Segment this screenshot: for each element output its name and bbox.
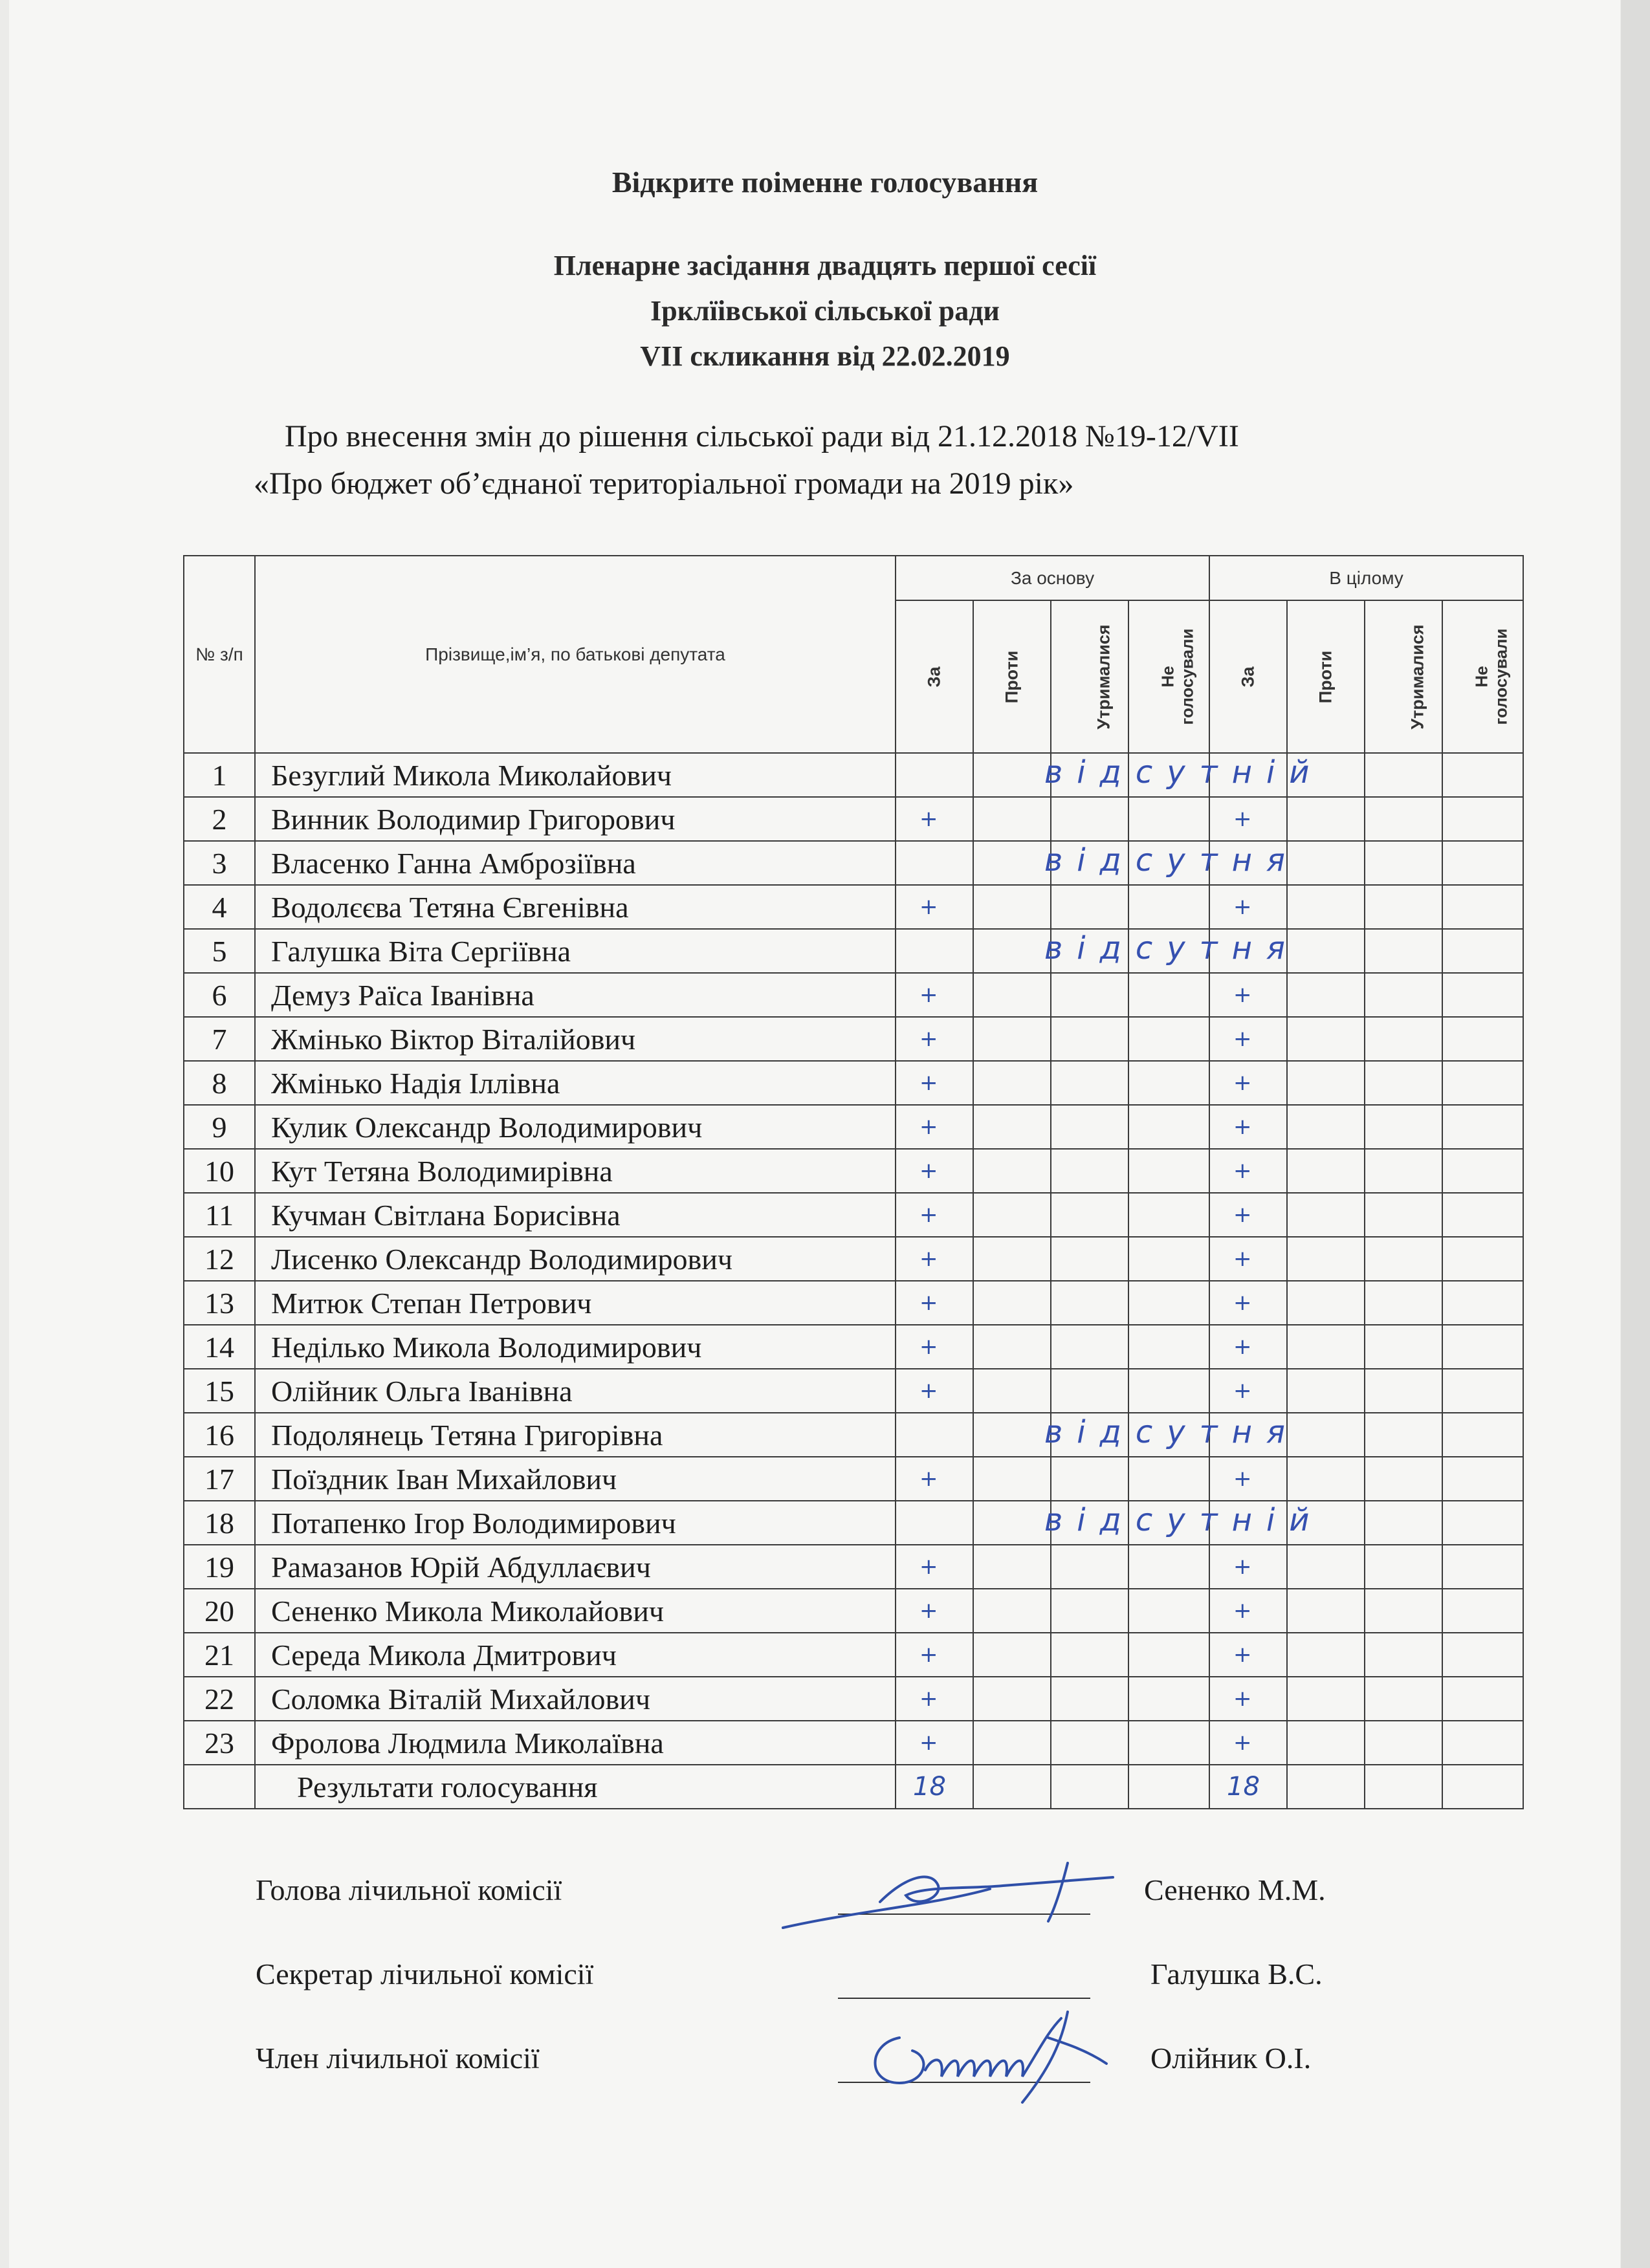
chair-name: Сененко М.М. (1144, 1873, 1326, 1906)
whole-abstained-cell (1365, 1545, 1442, 1589)
whole-not-voted-cell (1442, 1281, 1523, 1325)
whole-against-cell (1287, 885, 1365, 929)
absent-note: відсутня (1044, 842, 1299, 878)
deputy-name: Сененко Микола Миколайович (255, 1589, 896, 1633)
whole-for-mark: + (1209, 1369, 1287, 1413)
basis-not-voted-cell (1128, 1457, 1209, 1501)
whole-abstained-cell (1365, 1149, 1442, 1193)
basis-not-voted-cell (1128, 1193, 1209, 1237)
basis-abstained-header: Утрималися (1051, 600, 1128, 753)
deputy-name: Водолєєва Тетяна Євгенівна (255, 885, 896, 929)
whole-not-voted-cell (1442, 1545, 1523, 1589)
basis-against-cell (973, 841, 1051, 885)
table-row (184, 1589, 1523, 1633)
basis-for-mark: + (896, 1017, 973, 1061)
whole-not-voted-cell (1442, 1501, 1523, 1545)
deputy-name: Середа Микола Дмитрович (255, 1633, 896, 1677)
row-number: 16 (184, 1413, 255, 1457)
session-line-3: VII скликання від 22.02.2019 (640, 340, 1010, 372)
whole-for-mark: + (1209, 1237, 1287, 1281)
basis-abstained-cell (1051, 1677, 1128, 1721)
whole-not-voted-cell (1442, 1193, 1523, 1237)
results-whole-for: 18 (1209, 1765, 1287, 1809)
basis-not-voted-cell (1128, 1105, 1209, 1149)
whole-against-header: Проти (1287, 600, 1365, 753)
basis-for-mark: + (896, 1589, 973, 1633)
basis-against-cell (973, 1589, 1051, 1633)
table-row (184, 1149, 1523, 1193)
whole-against-cell (1287, 797, 1365, 841)
results-basis-for: 18 (896, 1765, 973, 1809)
results-cell (973, 1765, 1051, 1809)
table-row (184, 1457, 1523, 1501)
whole-not-voted-cell (1442, 1017, 1523, 1061)
basis-not-voted-cell (1128, 1633, 1209, 1677)
whole-abstained-cell (1365, 1633, 1442, 1677)
whole-for-header: За (1209, 600, 1287, 753)
whole-against-cell (1287, 1457, 1365, 1501)
table-row (184, 1017, 1523, 1061)
basis-not-voted-cell (1128, 885, 1209, 929)
table-row (184, 885, 1523, 929)
whole-not-voted-cell (1442, 1589, 1523, 1633)
deputy-name: Потапенко Ігор Володимирович (255, 1501, 896, 1545)
whole-abstained-cell (1365, 1721, 1442, 1765)
basis-against-cell (973, 1061, 1051, 1105)
basis-against-cell (973, 1413, 1051, 1457)
deputy-name: Винник Володимир Григорович (255, 797, 896, 841)
deputy-name: Власенко Ганна Амброзіївна (255, 841, 896, 885)
subject-line-2: «Про бюджет об’єднаної територіальної громади на 2019 рік» (254, 466, 1074, 501)
row-number: 3 (184, 841, 255, 885)
whole-not-voted-header: Не голосували (1442, 600, 1523, 753)
whole-abstained-cell (1365, 1193, 1442, 1237)
basis-not-voted-cell (1128, 1237, 1209, 1281)
whole-against-cell (1287, 1061, 1365, 1105)
basis-for-mark: + (896, 1369, 973, 1413)
basis-against-cell (973, 1193, 1051, 1237)
whole-for-mark: + (1209, 1545, 1287, 1589)
table-row (184, 841, 1523, 885)
row-number: 21 (184, 1633, 255, 1677)
whole-not-voted-cell (1442, 1633, 1523, 1677)
row-number: 15 (184, 1369, 255, 1413)
basis-abstained-cell (1051, 1017, 1128, 1061)
absent-note: відсутня (1044, 1414, 1299, 1450)
row-number: 17 (184, 1457, 255, 1501)
basis-abstained-cell (1051, 1369, 1128, 1413)
results-cell (1051, 1765, 1128, 1809)
whole-abstained-cell (1365, 1501, 1442, 1545)
basis-for-mark: + (896, 1633, 973, 1677)
whole-against-cell (1287, 973, 1365, 1017)
chair-label: Голова лічильної комісії (256, 1873, 562, 1906)
basis-not-voted-cell (1128, 1545, 1209, 1589)
row-number: 5 (184, 929, 255, 973)
whole-abstained-cell (1365, 797, 1442, 841)
whole-for-mark: + (1209, 1633, 1287, 1677)
results-cell (1128, 1765, 1209, 1809)
table-row (184, 797, 1523, 841)
row-number: 10 (184, 1149, 255, 1193)
basis-not-voted-cell (1128, 1281, 1209, 1325)
basis-for-header: За (896, 600, 973, 753)
whole-for-mark: + (1209, 1193, 1287, 1237)
whole-not-voted-cell (1442, 1721, 1523, 1765)
whole-abstained-cell (1365, 753, 1442, 797)
row-number: 1 (184, 753, 255, 797)
basis-for-mark: + (896, 885, 973, 929)
whole-not-voted-cell (1442, 1457, 1523, 1501)
basis-against-header: Проти (973, 600, 1051, 753)
results-cell (1442, 1765, 1523, 1809)
basis-against-cell (973, 1457, 1051, 1501)
basis-not-voted-header: Не голосували (1128, 600, 1209, 753)
whole-not-voted-cell (1442, 885, 1523, 929)
basis-not-voted-cell (1128, 1677, 1209, 1721)
member-signature-image (854, 1992, 1139, 2115)
table-row (184, 1677, 1523, 1721)
whole-for-mark: + (1209, 1061, 1287, 1105)
row-number: 6 (184, 973, 255, 1017)
group-basis-header: За основу (896, 556, 1209, 600)
basis-against-cell (973, 1281, 1051, 1325)
deputy-name: Демуз Раїса Іванівна (255, 973, 896, 1017)
basis-abstained-cell (1051, 1237, 1128, 1281)
deputy-name: Митюк Степан Петрович (255, 1281, 896, 1325)
row-number: 20 (184, 1589, 255, 1633)
basis-for-mark: + (896, 1237, 973, 1281)
results-label: Результати голосування (255, 1765, 896, 1809)
basis-abstained-cell (1051, 1633, 1128, 1677)
whole-against-cell (1287, 1149, 1365, 1193)
whole-abstained-cell (1365, 841, 1442, 885)
row-number: 19 (184, 1545, 255, 1589)
basis-not-voted-cell (1128, 1149, 1209, 1193)
whole-not-voted-cell (1442, 1677, 1523, 1721)
whole-not-voted-cell (1442, 841, 1523, 885)
basis-abstained-cell (1051, 1193, 1128, 1237)
whole-abstained-cell (1365, 1105, 1442, 1149)
whole-not-voted-cell (1442, 1105, 1523, 1149)
table-row (184, 1545, 1523, 1589)
whole-for-mark: + (1209, 1325, 1287, 1369)
row-number: 8 (184, 1061, 255, 1105)
secretary-name: Галушка В.С. (1150, 1957, 1323, 1990)
deputy-name: Поїздник Іван Михайлович (255, 1457, 896, 1501)
whole-against-cell (1287, 1677, 1365, 1721)
basis-against-cell (973, 1633, 1051, 1677)
whole-abstained-cell (1365, 1061, 1442, 1105)
basis-abstained-cell (1051, 797, 1128, 841)
deputy-name: Кут Тетяна Володимирівна (255, 1149, 896, 1193)
deputy-name: Фролова Людмила Миколаївна (255, 1721, 896, 1765)
table-row (184, 1369, 1523, 1413)
whole-not-voted-cell (1442, 797, 1523, 841)
whole-abstained-cell (1365, 1369, 1442, 1413)
basis-abstained-cell (1051, 885, 1128, 929)
row-number: 2 (184, 797, 255, 841)
deputy-name: Кучман Світлана Борисівна (255, 1193, 896, 1237)
whole-for-mark: + (1209, 973, 1287, 1017)
table-row (184, 1237, 1523, 1281)
results-cell (1287, 1765, 1365, 1809)
basis-abstained-cell (1051, 1589, 1128, 1633)
basis-not-voted-cell (1128, 973, 1209, 1017)
whole-against-cell (1287, 1105, 1365, 1149)
basis-against-cell (973, 973, 1051, 1017)
basis-abstained-cell (1051, 1149, 1128, 1193)
table-row (184, 1633, 1523, 1677)
whole-against-cell (1287, 1193, 1365, 1237)
row-number: 14 (184, 1325, 255, 1369)
basis-for-mark: + (896, 1545, 973, 1589)
results-empty-cell (184, 1765, 255, 1809)
whole-abstained-cell (1365, 1237, 1442, 1281)
whole-abstained-cell (1365, 1677, 1442, 1721)
whole-against-cell (1287, 1545, 1365, 1589)
row-number: 9 (184, 1105, 255, 1149)
basis-for-mark: + (896, 1677, 973, 1721)
deputy-name: Олійник Ольга Іванівна (255, 1369, 896, 1413)
basis-against-cell (973, 1237, 1051, 1281)
basis-abstained-cell (1051, 1457, 1128, 1501)
basis-against-cell (973, 1325, 1051, 1369)
basis-for-mark: + (896, 1105, 973, 1149)
row-number: 22 (184, 1677, 255, 1721)
member-label: Член лічильної комісії (256, 2042, 540, 2075)
basis-for-mark (896, 841, 973, 885)
basis-for-mark: + (896, 1061, 973, 1105)
deputy-name: Рамазанов Юрій Абдуллаєвич (255, 1545, 896, 1589)
basis-not-voted-cell (1128, 1061, 1209, 1105)
whole-for-mark: + (1209, 1281, 1287, 1325)
table-row (184, 973, 1523, 1017)
whole-not-voted-cell (1442, 1413, 1523, 1457)
absent-note: відсутній (1044, 754, 1324, 791)
basis-abstained-cell (1051, 1545, 1128, 1589)
basis-against-cell (973, 1545, 1051, 1589)
col-name-header: Прізвище,ім’я, по батькові депутата (255, 556, 896, 753)
whole-against-cell (1287, 1721, 1365, 1765)
basis-for-mark: + (896, 1457, 973, 1501)
row-number: 23 (184, 1721, 255, 1765)
basis-abstained-cell (1051, 1061, 1128, 1105)
basis-against-cell (973, 1369, 1051, 1413)
table-row (184, 929, 1523, 973)
deputy-name: Жмінько Віктор Віталійович (255, 1017, 896, 1061)
whole-against-cell (1287, 1369, 1365, 1413)
row-number: 4 (184, 885, 255, 929)
whole-against-cell (1287, 1281, 1365, 1325)
chair-signature-image (776, 1850, 1139, 1947)
whole-for-mark: + (1209, 1017, 1287, 1061)
whole-not-voted-cell (1442, 753, 1523, 797)
deputy-name: Безуглий Микола Миколайович (255, 753, 896, 797)
whole-not-voted-cell (1442, 1369, 1523, 1413)
basis-against-cell (973, 1149, 1051, 1193)
deputy-name: Галушка Віта Сергіївна (255, 929, 896, 973)
group-whole-header: В цілому (1209, 556, 1523, 600)
basis-not-voted-cell (1128, 1589, 1209, 1633)
row-number: 18 (184, 1501, 255, 1545)
basis-for-mark: + (896, 1149, 973, 1193)
whole-abstained-cell (1365, 973, 1442, 1017)
whole-abstained-cell (1365, 1457, 1442, 1501)
basis-for-mark: + (896, 1721, 973, 1765)
basis-against-cell (973, 885, 1051, 929)
whole-for-mark: + (1209, 885, 1287, 929)
whole-for-mark: + (1209, 1721, 1287, 1765)
whole-against-cell (1287, 1589, 1365, 1633)
whole-abstained-cell (1365, 929, 1442, 973)
secretary-label: Секретар лічильної комісії (256, 1957, 594, 1990)
whole-not-voted-cell (1442, 929, 1523, 973)
basis-against-cell (973, 753, 1051, 797)
basis-for-mark (896, 929, 973, 973)
basis-against-cell (973, 1105, 1051, 1149)
basis-abstained-cell (1051, 1281, 1128, 1325)
basis-not-voted-cell (1128, 797, 1209, 841)
whole-not-voted-cell (1442, 1061, 1523, 1105)
table-row (184, 1413, 1523, 1457)
whole-abstained-cell (1365, 1017, 1442, 1061)
whole-abstained-cell (1365, 885, 1442, 929)
basis-not-voted-cell (1128, 1721, 1209, 1765)
whole-against-cell (1287, 1237, 1365, 1281)
whole-abstained-cell (1365, 1413, 1442, 1457)
basis-against-cell (973, 1017, 1051, 1061)
deputy-name: Соломка Віталій Михайлович (255, 1677, 896, 1721)
session-line-2: Ірклїівської сільської ради (650, 295, 1000, 327)
voting-table (183, 555, 1524, 1809)
whole-abstained-header: Утрималися (1365, 600, 1442, 753)
basis-against-cell (973, 1677, 1051, 1721)
whole-abstained-cell (1365, 1325, 1442, 1369)
basis-against-cell (973, 1721, 1051, 1765)
table-row (184, 1061, 1523, 1105)
basis-against-cell (973, 1501, 1051, 1545)
row-number: 11 (184, 1193, 255, 1237)
deputy-name: Неділько Микола Володимирович (255, 1325, 896, 1369)
whole-not-voted-cell (1442, 1325, 1523, 1369)
deputy-name: Подолянець Тетяна Григорівна (255, 1413, 896, 1457)
basis-for-mark: + (896, 1281, 973, 1325)
absent-note: відсутня (1044, 930, 1299, 966)
whole-abstained-cell (1365, 1589, 1442, 1633)
whole-not-voted-cell (1442, 1149, 1523, 1193)
whole-for-mark: + (1209, 1677, 1287, 1721)
basis-for-mark: + (896, 797, 973, 841)
basis-abstained-cell (1051, 1721, 1128, 1765)
table-row (184, 1281, 1523, 1325)
col-number-header: № з/п (184, 556, 255, 753)
row-number: 7 (184, 1017, 255, 1061)
deputy-name: Кулик Олександр Володимирович (255, 1105, 896, 1149)
subject-line-1: Про внесення змін до рішення сільської ради від 21.12.2018 №19-12/VII (285, 419, 1239, 453)
deputy-name: Лисенко Олександр Володимирович (255, 1237, 896, 1281)
whole-for-mark: + (1209, 797, 1287, 841)
table-row (184, 1193, 1523, 1237)
basis-not-voted-cell (1128, 1325, 1209, 1369)
basis-not-voted-cell (1128, 1369, 1209, 1413)
row-number: 12 (184, 1237, 255, 1281)
whole-for-mark: + (1209, 1149, 1287, 1193)
whole-against-cell (1287, 1633, 1365, 1677)
basis-abstained-cell (1051, 1105, 1128, 1149)
basis-for-mark (896, 1413, 973, 1457)
whole-for-mark: + (1209, 1589, 1287, 1633)
absent-note: відсутній (1044, 1502, 1324, 1538)
basis-not-voted-cell (1128, 1017, 1209, 1061)
whole-not-voted-cell (1442, 1237, 1523, 1281)
whole-abstained-cell (1365, 1281, 1442, 1325)
member-name: Олійник О.І. (1150, 2042, 1312, 2075)
basis-for-mark (896, 1501, 973, 1545)
document-title: Відкрите поіменне голосування (611, 166, 1039, 199)
basis-against-cell (973, 929, 1051, 973)
basis-abstained-cell (1051, 1325, 1128, 1369)
basis-against-cell (973, 797, 1051, 841)
whole-against-cell (1287, 1325, 1365, 1369)
session-line-1: Пленарне засідання двадцять першої сесії (553, 250, 1097, 281)
whole-against-cell (1287, 1017, 1365, 1061)
basis-abstained-cell (1051, 973, 1128, 1017)
results-cell (1365, 1765, 1442, 1809)
whole-not-voted-cell (1442, 973, 1523, 1017)
whole-for-mark: + (1209, 1105, 1287, 1149)
deputy-name: Жмінько Надія Іллівна (255, 1061, 896, 1105)
basis-for-mark: + (896, 973, 973, 1017)
basis-for-mark (896, 753, 973, 797)
row-number: 13 (184, 1281, 255, 1325)
whole-for-mark: + (1209, 1457, 1287, 1501)
basis-for-mark: + (896, 1325, 973, 1369)
table-row (184, 1325, 1523, 1369)
table-row (184, 1105, 1523, 1149)
table-row (184, 1721, 1523, 1765)
basis-for-mark: + (896, 1193, 973, 1237)
